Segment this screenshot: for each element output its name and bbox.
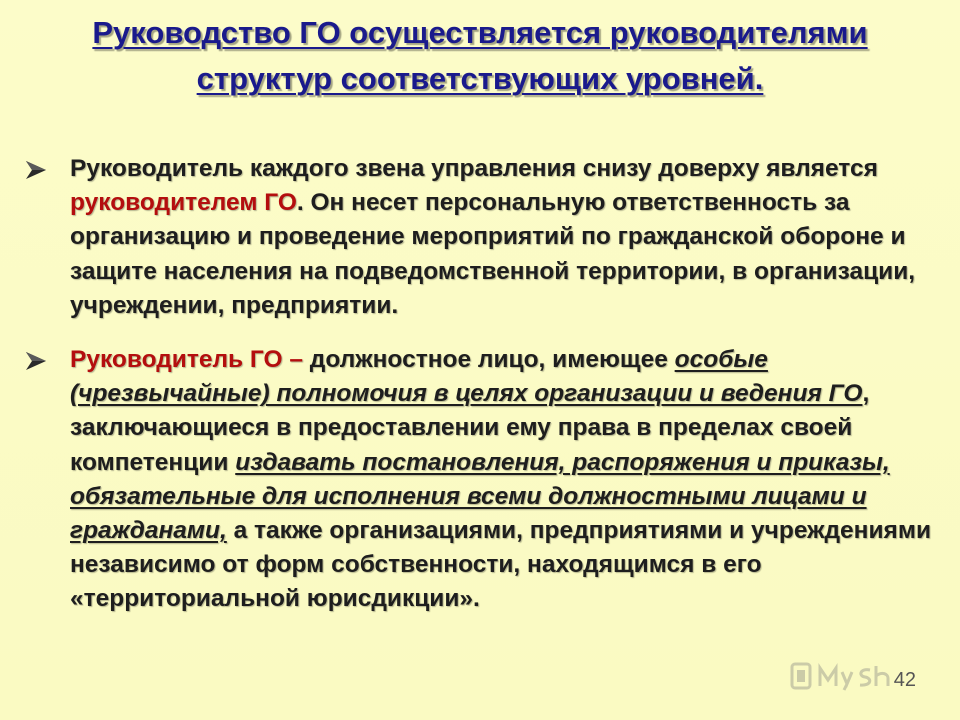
myshared-watermark bbox=[790, 658, 900, 694]
bullet-item-1 bbox=[22, 152, 942, 323]
bullet-2-text: должностное лицо, имеющее bbox=[309, 346, 675, 374]
bullet-list bbox=[22, 152, 942, 617]
arrowhead-bullet-icon bbox=[24, 351, 48, 371]
bullet-2-term: Руководитель ГО – bbox=[70, 346, 310, 374]
bullet-2-text-2: , заключающиеся в предоставлении ему права в пределах своей компетенции bbox=[70, 380, 870, 476]
bullet-2-underlined-orders: издавать постановления, распоряжения и приказы, обязательные для исполнения всеми должностными лицами и гражданами, bbox=[70, 448, 890, 545]
bullet-2-text-3: а также организациями, предприятиями и учреждениями независимо от форм собственности, находящимся в его «территориальной юрисдикции». bbox=[70, 517, 932, 613]
page-number: 42 bbox=[893, 669, 916, 691]
title-line-2: структур соответствующих уровней. bbox=[196, 61, 764, 96]
arrowhead-bullet-icon bbox=[24, 160, 48, 180]
title-line-1: Руководство ГО осуществляется руководителями bbox=[92, 15, 868, 50]
bullet-2-underlined-powers: особые (чрезвычайные) полномочия в целях организации и ведения ГО bbox=[70, 346, 863, 408]
bullet-1-text-rest: . Он несет персональную ответственность за организацию и проведение мероприятий по гражданской обороне и защите населения на подведомственной территории, в организации, учреждении, предприятии. bbox=[70, 189, 916, 319]
slide-title bbox=[0, 10, 960, 102]
bullet-item-2 bbox=[22, 343, 942, 617]
bullet-1-text: Руководитель каждого звена управления снизу доверху является bbox=[70, 155, 878, 182]
bullet-1-emphasis: руководителем ГО bbox=[70, 189, 297, 217]
